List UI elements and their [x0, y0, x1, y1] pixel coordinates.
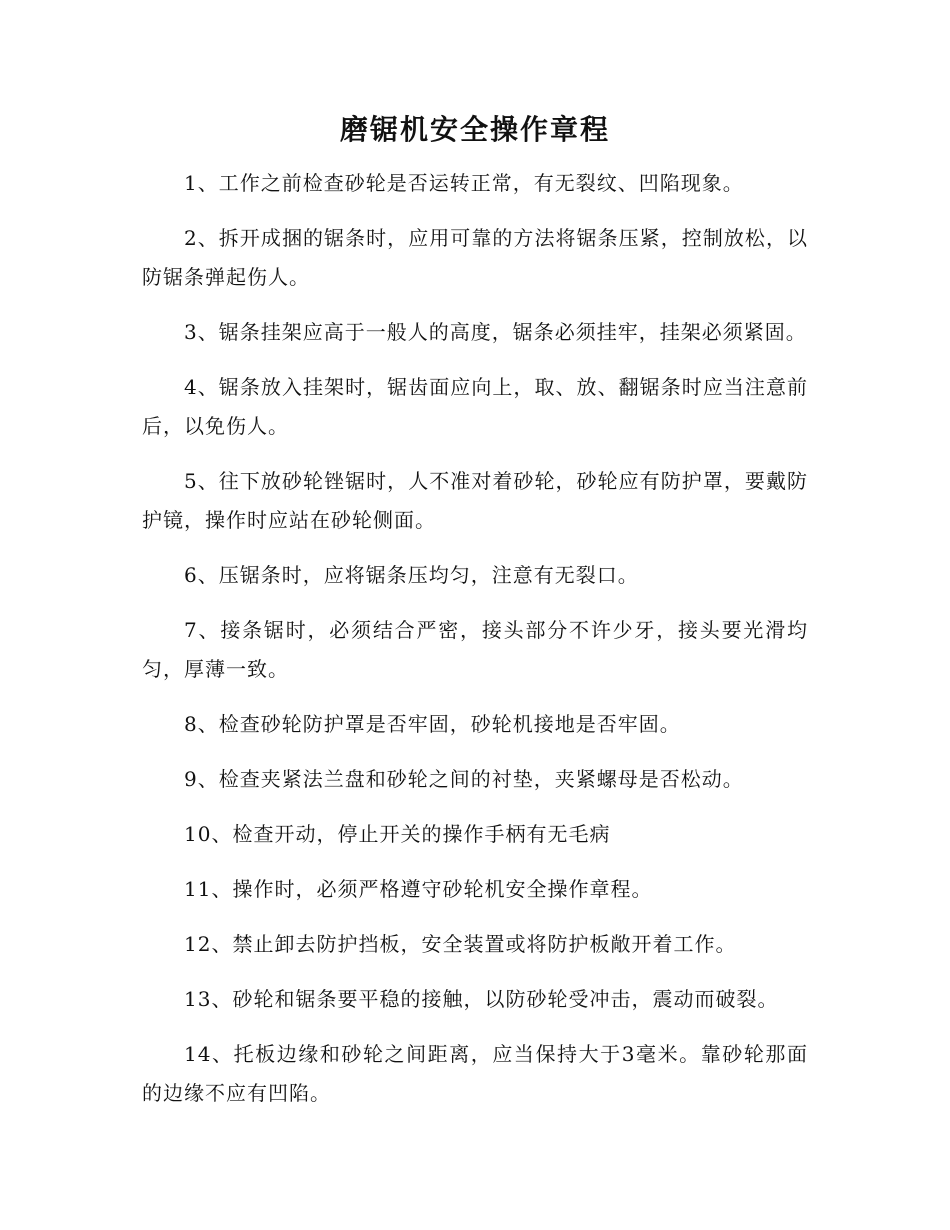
paragraph-7: 7、接条锯时，必须结合严密，接头部分不许少牙，接头要光滑均匀，厚薄一致。	[142, 618, 808, 681]
paragraph-3: 3、锯条挂架应高于一般人的高度，锯条必须挂牢，挂架必须紧固。	[184, 320, 807, 344]
paragraph-13: 13、砂轮和锯条要平稳的接触，以防砂轮受冲击，震动而破裂。	[184, 987, 779, 1011]
paragraph-11: 11、操作时，必须严格遵守砂轮机安全操作章程。	[184, 877, 653, 901]
paragraph-8: 8、检查砂轮防护罩是否牢固，砂轮机接地是否牢固。	[184, 712, 681, 736]
paragraph-14: 14、托板边缘和砂轮之间距离，应当保持大于3毫米。靠砂轮那面的边缘不应有凹陷。	[142, 1042, 808, 1105]
paragraph-12: 12、禁止卸去防护挡板，安全装置或将防护板敞开着工作。	[184, 932, 737, 956]
paragraph-9: 9、检查夹紧法兰盘和砂轮之间的衬垫，夹紧螺母是否松动。	[184, 767, 744, 791]
paragraph-2: 2、拆开成捆的锯条时，应用可靠的方法将锯条压紧，控制放松，以防锯条弹起伤人。	[142, 226, 808, 289]
paragraph-6: 6、压锯条时，应将锯条压均匀，注意有无裂口。	[184, 563, 639, 587]
paragraph-10: 10、检查开动，停止开关的操作手柄有无毛病	[184, 822, 611, 846]
paragraph-5: 5、往下放砂轮锉锯时，人不准对着砂轮，砂轮应有防护罩，要戴防护镜，操作时应站在砂轮侧面。	[142, 469, 808, 532]
document-body	[142, 164, 808, 1129]
document-title: 磨锯机安全操作章程	[339, 113, 610, 146]
paragraph-4: 4、锯条放入挂架时，锯齿面应向上，取、放、翻锯条时应当注意前后，以免伤人。	[142, 375, 808, 438]
paragraph-1: 1、工作之前检查砂轮是否运转正常，有无裂纹、凹陷现象。	[184, 171, 744, 195]
